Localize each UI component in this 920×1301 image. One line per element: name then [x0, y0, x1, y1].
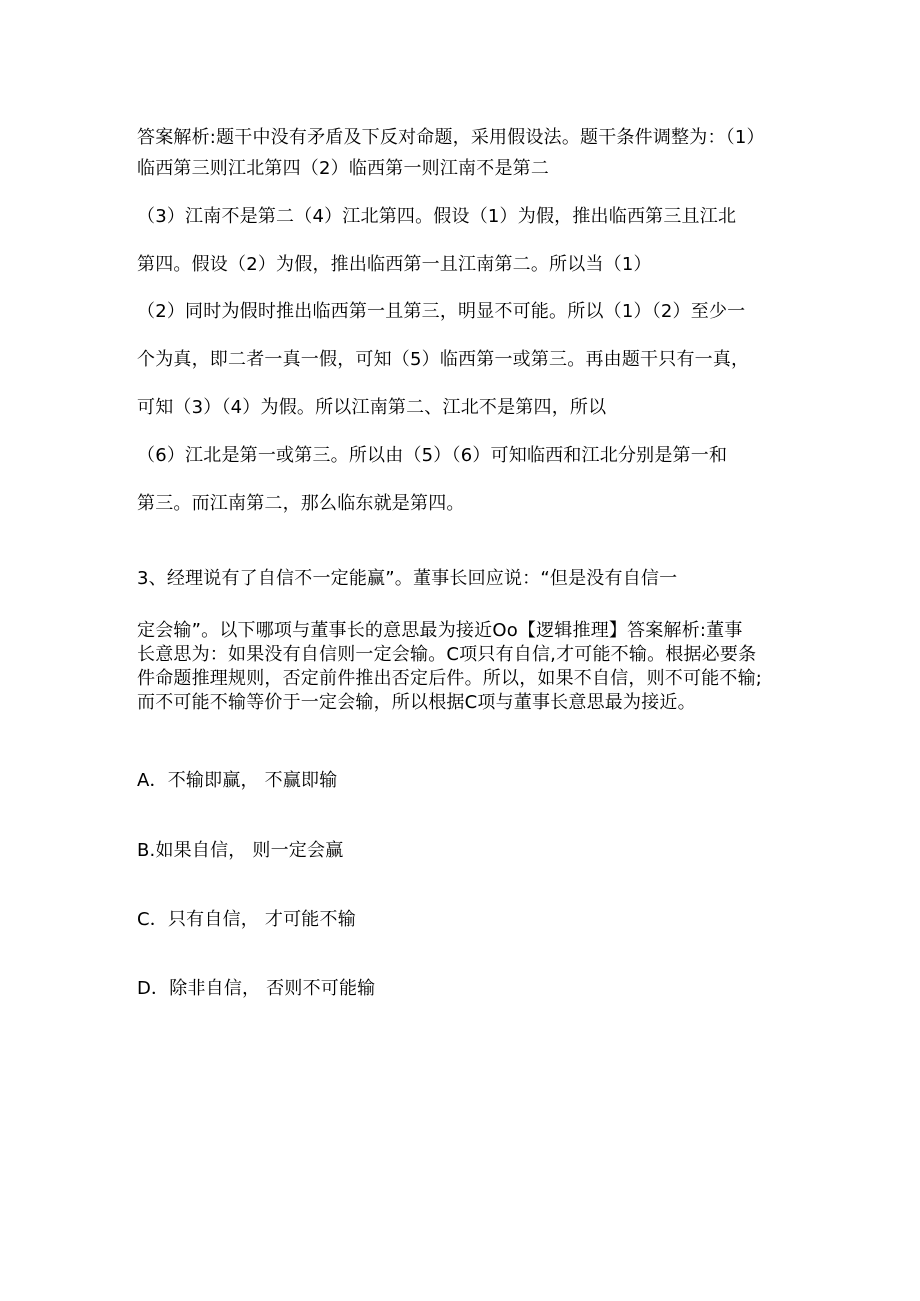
analysis-line-1: 答案解析:题干中没有矛盾及下反对命题，采用假设法。题干条件调整为：（1）	[137, 127, 765, 148]
analysis-line-2: 临西第三则江北第四（2）临西第一则江南不是第二	[137, 158, 550, 179]
analysis-line-4: 第四。假设（2）为假，推出临西第一且江南第二。所以当（1）	[137, 254, 652, 275]
question-line-1: 3、经理说有了自信不一定能赢”。董事长回应说：“但是没有自信一	[137, 568, 678, 589]
option-a: A．不输即赢， 不赢即输	[137, 770, 338, 791]
question-line-4: 件命题推理规则，否定前件推出否定后件。所以，如果不自信，则不可能不输;	[137, 668, 763, 689]
analysis-line-3: （3）江南不是第二（4）江北第四。假设（1）为假，推出临西第三且江北	[137, 206, 737, 227]
analysis-line-5: （2）同时为假时推出临西第一且第三，明显不可能。所以（1）（2）至少一	[137, 301, 746, 322]
option-d: D．除非自信， 否则不可能输	[137, 978, 376, 999]
question-line-5: 而不可能不输等价于一定会输，所以根据C项与董事长意思最为接近。	[137, 692, 696, 713]
option-b: B.如果自信， 则一定会赢	[137, 840, 344, 861]
question-line-3: 长意思为：如果没有自信则一定会输。C项只有自信,才可能不输。根据必要条	[137, 644, 757, 665]
analysis-line-7: 可知（3）（4）为假。所以江南第二、江北不是第四，所以	[137, 397, 607, 418]
analysis-line-6: 个为真，即二者一真一假，可知（5）临西第一或第三。再由题干只有一真，	[137, 349, 750, 370]
option-c: C．只有自信， 才可能不输	[137, 909, 356, 930]
question-line-2: 定会输”。以下哪项与董事长的意思最为接近Oo【逻辑推理】答案解析:董事	[137, 620, 743, 641]
analysis-line-8: （6）江北是第一或第三。所以由（5）（6）可知临西和江北分别是第一和	[137, 445, 728, 466]
analysis-line-9: 第三。而江南第二，那么临东就是第四。	[137, 493, 465, 514]
